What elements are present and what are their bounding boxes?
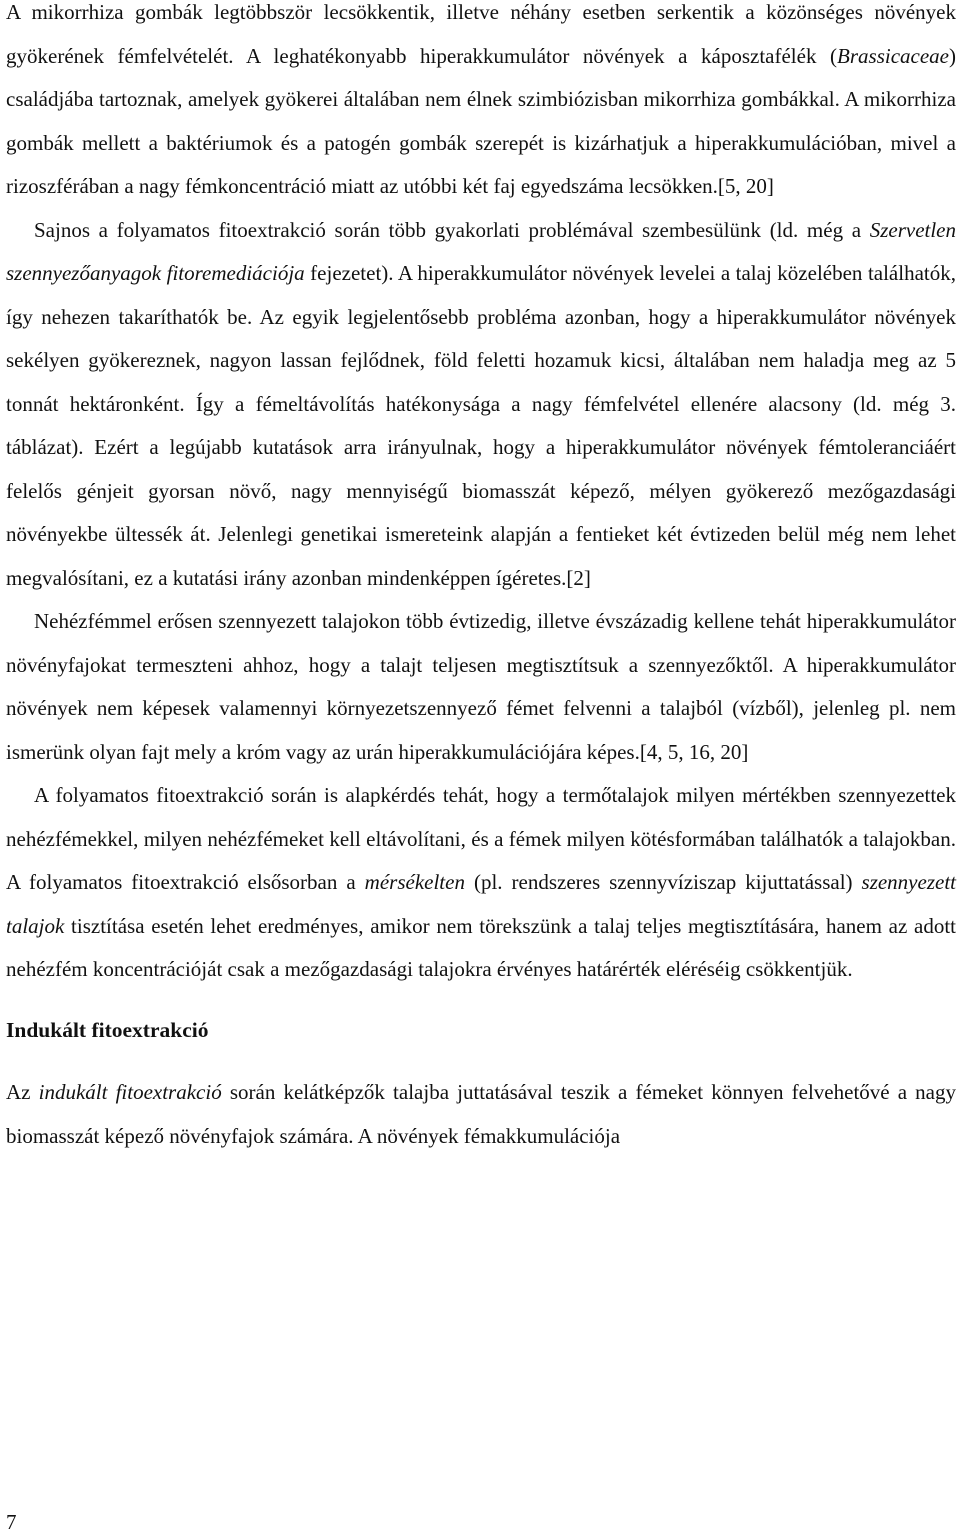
paragraph-continuous-phytoextraction-problems — [6, 209, 956, 601]
paragraph-heavy-metal-contaminated-soils — [6, 600, 956, 774]
text-run: ) családjába tartoznak, amelyek gyökerei általában nem élnek szimbiózisban mikorrhiza gombákkal. A mikorrhiza gombák mellett a baktériumok és a patogén gombák szerepét is kizárhatjuk a hiperakkumulációban, mivel a rizoszférában a nagy fémkoncentráció miatt az utóbbi két faj egyedszáma lecsökken.[5, 20] — [6, 43, 956, 198]
text-run: A folyamatos fitoextrakció során is alapkérdés tehát, hogy a termőtalajok milyen mértékben szennyezettek nehézfémekkel, milyen nehézfémeket kell eltávolítani, és a fémek milyen kötésformában találhatók a talajokban. A folyamatos fitoextrakció elsősorban a — [6, 783, 956, 894]
page-number: 7 — [6, 1510, 17, 1534]
text-run: A mikorrhiza gombák legtöbbször lecsökkentik, illetve néhány esetben serkentik a közönséges növények gyökerének fémfelvételét. A leghatékonyabb hiperakkumulátor növények a káposztafélék ( — [6, 0, 956, 68]
text-run: Nehézfémmel erősen szennyezett talajokon több évtizedig, illetve évszázadig kellene tehát hiperakkumulátor növényfajokat termeszteni ahhoz, hogy a talajt teljesen megtisztítsuk a szennyezőktől. A hiperakkumulátor növények nem képesek valamennyi környezetszennyező fémet felvenni a talajból (vízből), jelenleg pl. nem ismerünk olyan fajt mely a króm vagy az urán hiperakkumulációjára képes.[4, 5, 16, 20] — [6, 609, 956, 764]
text-run: fejezetet). A hiperakkumulátor növények levelei a talaj közelében találhatók, így nehezen takaríthatók be. Az egyik legjelentősebb probléma azonban, hogy a hiperakkumulátor növények sekélyen gyökereznek, nagyon lassan fejlődnek, föld feletti hozamuk kicsi, általában nem haladja meg az 5 tonnát hektáronként. Így a fémeltávolítás hatékonysága a nagy fémfelvétel ellenére alacsony (ld. még 3. táblázat). Ezért a legújabb kutatások arra irányulnak, hogy a hiperakkumulátor növények fémtoleranciáért felelős génjeit gyorsan növő, nagy mennyiségű biomasszát képező, mélyen gyökerező mezőgazdasági növényekbe ültessék át. Jelenlegi genetikai ismereteink alapján a fentieket két évtizeden belül még nem lehet megvalósítani, ez a kutatási irány azonban mindenképpen ígéretes.[2] — [6, 261, 956, 590]
italic-term: szennyezett talajok — [6, 870, 956, 938]
paragraph-induced-phytoextraction — [6, 1071, 956, 1158]
text-run: tisztítása esetén lehet eredményes, amikor nem törekszünk a talaj teljes megtisztítására, hanem az adott nehézfém koncentrációját csak a mezőgazdasági talajokra érvényes határérték eléréséig csökkentjük. — [6, 913, 956, 981]
text-run: során kelátképzők talajba juttatásával teszik a fémeket könnyen felvehetővé a nagy biomasszát képező növényfajok számára. A növények fémakkumulációja — [6, 1080, 957, 1148]
italic-term: Szervetlen szennyezőanyagok fitoremediációja — [6, 217, 956, 285]
italic-term: Brassicaceae — [837, 43, 949, 68]
paragraph-mycorrhiza — [6, 0, 956, 209]
text-run: Sajnos a folyamatos fitoextrakció során több gyakorlati problémával szembesülünk (ld. még a — [34, 217, 870, 242]
document-page — [6, 0, 956, 1158]
paragraph-basic-question — [6, 774, 956, 992]
section-heading: Indukált fitoextrakció — [6, 1017, 209, 1042]
text-run: (pl. rendszeres szennyvíziszap kijuttatással) — [464, 870, 862, 894]
text-run: Az — [6, 1080, 39, 1104]
italic-term: indukált fitoextrakció — [38, 1080, 222, 1104]
italic-term: mérsékelten — [364, 870, 465, 894]
